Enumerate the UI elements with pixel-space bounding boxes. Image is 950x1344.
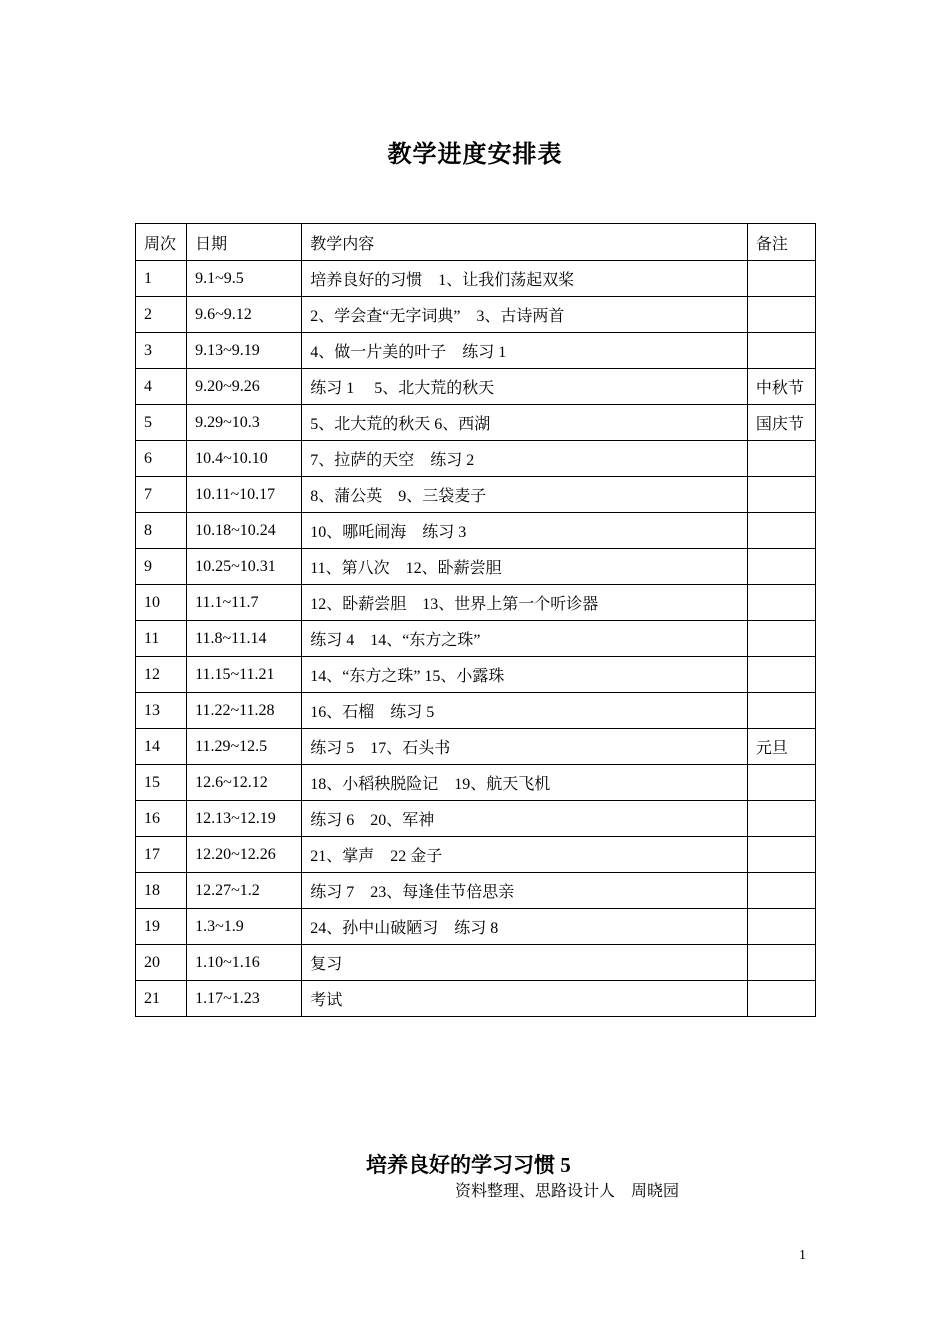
cell-note (747, 585, 815, 621)
cell-note (747, 441, 815, 477)
cell-date: 11.22~11.28 (187, 693, 302, 729)
cell-week: 8 (136, 513, 187, 549)
cell-note (747, 909, 815, 945)
cell-content: 24、孙中山破陋习 练习 8 (302, 909, 748, 945)
cell-note (747, 657, 815, 693)
cell-content: 12、卧薪尝胆 13、世界上第一个听诊器 (302, 585, 748, 621)
header-content: 教学内容 (302, 224, 748, 261)
table-row (136, 621, 816, 657)
cell-date: 11.29~12.5 (187, 729, 302, 765)
cell-content: 8、蒲公英 9、三袋麦子 (302, 477, 748, 513)
cell-content: 考试 (302, 981, 748, 1017)
cell-content: 练习 5 17、石头书 (302, 729, 748, 765)
cell-note (747, 621, 815, 657)
cell-content: 4、做一片美的叶子 练习 1 (302, 333, 748, 369)
cell-week: 5 (136, 405, 187, 441)
cell-week: 7 (136, 477, 187, 513)
table-row (136, 657, 816, 693)
cell-date: 11.8~11.14 (187, 621, 302, 657)
header-note: 备注 (747, 224, 815, 261)
cell-content: 练习 4 14、“东方之珠” (302, 621, 748, 657)
cell-date: 1.17~1.23 (187, 981, 302, 1017)
table-row (136, 297, 816, 333)
table-row (136, 333, 816, 369)
table-row (136, 729, 816, 765)
cell-week: 15 (136, 765, 187, 801)
table-row (136, 513, 816, 549)
table-row (136, 585, 816, 621)
cell-date: 12.27~1.2 (187, 873, 302, 909)
header-week: 周次 (136, 224, 187, 261)
cell-week: 17 (136, 837, 187, 873)
cell-week: 18 (136, 873, 187, 909)
cell-week: 21 (136, 981, 187, 1017)
table-row (136, 369, 816, 405)
table-row (136, 405, 816, 441)
table-row (136, 765, 816, 801)
cell-content: 2、学会查“无字词典” 3、古诗两首 (302, 297, 748, 333)
cell-note (747, 765, 815, 801)
cell-date: 11.15~11.21 (187, 657, 302, 693)
cell-date: 9.20~9.26 (187, 369, 302, 405)
cell-content: 练习 7 23、每逢佳节倍思亲 (302, 873, 748, 909)
cell-date: 11.1~11.7 (187, 585, 302, 621)
cell-date: 9.29~10.3 (187, 405, 302, 441)
cell-week: 9 (136, 549, 187, 585)
cell-date: 10.4~10.10 (187, 441, 302, 477)
cell-note (747, 549, 815, 585)
table-row (136, 801, 816, 837)
cell-note (747, 261, 815, 297)
cell-date: 10.18~10.24 (187, 513, 302, 549)
cell-content: 14、“东方之珠” 15、小露珠 (302, 657, 748, 693)
cell-week: 13 (136, 693, 187, 729)
cell-content: 21、掌声 22 金子 (302, 837, 748, 873)
table-row (136, 549, 816, 585)
cell-note (747, 801, 815, 837)
cell-date: 9.13~9.19 (187, 333, 302, 369)
cell-date: 1.3~1.9 (187, 909, 302, 945)
cell-content: 18、小稻秧脱险记 19、航天飞机 (302, 765, 748, 801)
cell-week: 12 (136, 657, 187, 693)
cell-note: 元旦 (747, 729, 815, 765)
table-row (136, 837, 816, 873)
table-header-row (136, 224, 816, 261)
cell-content: 练习 6 20、军神 (302, 801, 748, 837)
cell-week: 20 (136, 945, 187, 981)
cell-week: 4 (136, 369, 187, 405)
cell-note (747, 693, 815, 729)
cell-week: 16 (136, 801, 187, 837)
table-row (136, 909, 816, 945)
cell-date: 12.6~12.12 (187, 765, 302, 801)
cell-week: 3 (136, 333, 187, 369)
cell-week: 19 (136, 909, 187, 945)
table-row (136, 981, 816, 1017)
cell-content: 10、哪吒闹海 练习 3 (302, 513, 748, 549)
cell-week: 14 (136, 729, 187, 765)
cell-week: 2 (136, 297, 187, 333)
cell-note (747, 873, 815, 909)
table-row (136, 441, 816, 477)
cell-note (747, 837, 815, 873)
table-row (136, 477, 816, 513)
cell-date: 12.13~12.19 (187, 801, 302, 837)
cell-content: 16、石榴 练习 5 (302, 693, 748, 729)
schedule-table (135, 223, 816, 1017)
cell-content: 练习 1 5、北大荒的秋天 (302, 369, 748, 405)
cell-note (747, 513, 815, 549)
cell-week: 10 (136, 585, 187, 621)
cell-note: 国庆节 (747, 405, 815, 441)
section-title: 培养良好的学习习惯 5 (366, 1153, 571, 1177)
cell-week: 6 (136, 441, 187, 477)
cell-week: 1 (136, 261, 187, 297)
cell-note (747, 333, 815, 369)
cell-content: 复习 (302, 945, 748, 981)
cell-content: 7、拉萨的天空 练习 2 (302, 441, 748, 477)
cell-note (747, 297, 815, 333)
cell-content: 培养良好的习惯 1、让我们荡起双桨 (302, 261, 748, 297)
section-subtitle: 资料整理、思路设计人 周晓园 (455, 1183, 680, 1200)
table-row (136, 945, 816, 981)
cell-note: 中秋节 (747, 369, 815, 405)
cell-note (747, 981, 815, 1017)
cell-date: 9.6~9.12 (187, 297, 302, 333)
page-number: 1 (799, 1248, 806, 1263)
cell-content: 11、第八次 12、卧薪尝胆 (302, 549, 748, 585)
cell-date: 10.25~10.31 (187, 549, 302, 585)
page-title: 教学进度安排表 (387, 142, 563, 168)
table-row (136, 261, 816, 297)
table-row (136, 693, 816, 729)
cell-note (747, 945, 815, 981)
cell-date: 9.1~9.5 (187, 261, 302, 297)
cell-date: 12.20~12.26 (187, 837, 302, 873)
cell-date: 1.10~1.16 (187, 945, 302, 981)
cell-date: 10.11~10.17 (187, 477, 302, 513)
table-row (136, 873, 816, 909)
cell-content: 5、北大荒的秋天 6、西湖 (302, 405, 748, 441)
header-date: 日期 (187, 224, 302, 261)
cell-note (747, 477, 815, 513)
cell-week: 11 (136, 621, 187, 657)
